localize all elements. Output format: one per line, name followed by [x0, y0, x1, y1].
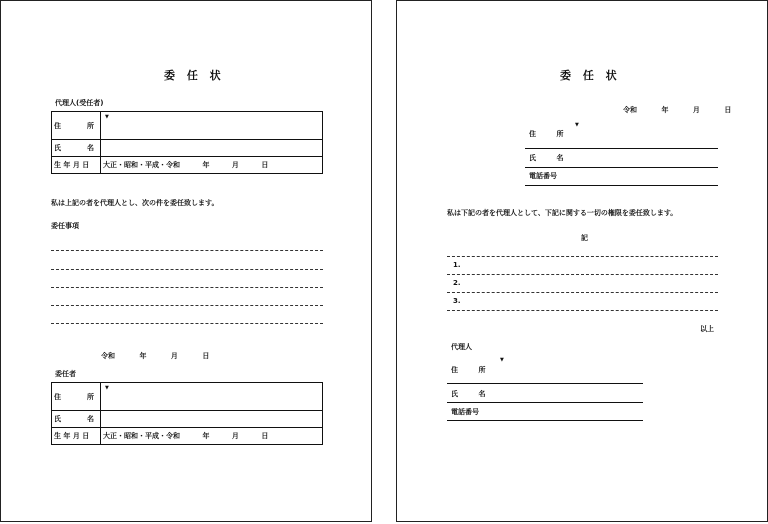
- day-unit: 日: [724, 106, 732, 114]
- month-unit: 月: [231, 161, 239, 169]
- delegator-birth-label: 生 年 月 日: [52, 428, 101, 445]
- address-label-2: 所: [556, 130, 564, 138]
- matter-line-1[interactable]: [51, 250, 323, 251]
- era-options: 大正・昭和・平成・令和: [103, 432, 180, 440]
- delegator-birth-field[interactable]: [101, 428, 323, 445]
- left-agent-table: [51, 111, 323, 174]
- principal-address-label: [529, 129, 563, 139]
- year-unit: 年: [139, 352, 147, 360]
- left-agent-heading: 代理人(受任者): [55, 99, 104, 107]
- name-label-1: 氏: [54, 144, 61, 152]
- delegator-table: [51, 382, 323, 445]
- era-reiwa: 令和: [623, 106, 637, 114]
- matter-line-3[interactable]: [51, 287, 323, 288]
- address-label-1: 住: [54, 392, 61, 401]
- right-document-page: [396, 0, 768, 522]
- ijo-text: 以上: [700, 325, 714, 333]
- delegator-heading: 委任者: [55, 370, 76, 378]
- agent-birth-field[interactable]: [101, 157, 323, 174]
- agent-address-field[interactable]: [101, 112, 323, 140]
- matter-line-2[interactable]: [51, 269, 323, 270]
- matter-line-4[interactable]: [51, 305, 323, 306]
- item-line-1[interactable]: [447, 274, 718, 275]
- year-unit: 年: [202, 161, 210, 169]
- era-reiwa: 令和: [101, 352, 115, 360]
- item-3: 3.: [453, 297, 461, 305]
- name-label-2: 名: [556, 154, 564, 162]
- left-statement: 私は上記の者を代理人とし、次の件を委任致します。: [51, 199, 219, 207]
- name-label-1: 氏: [451, 390, 458, 398]
- name-label-2: 名: [87, 415, 94, 423]
- ki-heading: 記: [581, 234, 588, 242]
- principal-phone-label: 電話番号: [529, 172, 557, 180]
- agent-name-field[interactable]: [101, 140, 323, 157]
- address-label-2: 所: [87, 121, 94, 130]
- principal-phone-line[interactable]: [525, 185, 718, 186]
- address-label-2: 所: [478, 366, 486, 374]
- right-agent-heading: 代理人: [451, 343, 472, 351]
- agent-name-line[interactable]: [447, 402, 643, 403]
- principal-address-line[interactable]: [525, 148, 718, 149]
- principal-name-label: [529, 153, 563, 163]
- name-label-1: 氏: [54, 415, 61, 423]
- name-label-2: 名: [87, 144, 94, 152]
- agent-address-line[interactable]: [447, 383, 643, 384]
- name-label-1: 氏: [529, 154, 536, 162]
- address-label-2: 所: [87, 392, 94, 401]
- month-unit: 月: [231, 432, 239, 440]
- agent-phone-line[interactable]: [447, 420, 643, 421]
- item-line-2[interactable]: [447, 292, 718, 293]
- marker-icon: ▼: [500, 357, 504, 363]
- left-title: 委 任 状: [164, 69, 225, 82]
- agent-phone-label: 電話番号: [451, 408, 479, 416]
- era-options: 大正・昭和・平成・令和: [103, 161, 180, 169]
- address-label-1: 住: [54, 121, 61, 130]
- agent-name-label: [451, 389, 485, 399]
- item-1: 1.: [453, 261, 461, 269]
- right-title: 委 任 状: [560, 69, 621, 82]
- month-unit: 月: [692, 106, 700, 114]
- item-2: 2.: [453, 279, 461, 287]
- delegator-name-field[interactable]: [101, 411, 323, 428]
- matter-line-5[interactable]: [51, 323, 323, 324]
- item-line-3[interactable]: [447, 310, 718, 311]
- year-unit: 年: [661, 106, 669, 114]
- matters-heading: 委任事項: [51, 222, 79, 230]
- address-label-1: 住: [451, 366, 458, 374]
- right-statement: 私は下記の者を代理人として、下記に関する一切の権限を委任致します。: [447, 209, 678, 217]
- left-document-page: [0, 0, 372, 522]
- left-date-line: [101, 351, 209, 361]
- agent-address-label: [451, 365, 485, 375]
- item-line-top: [447, 256, 718, 257]
- principal-name-line[interactable]: [525, 167, 718, 168]
- address-label-1: 住: [529, 130, 536, 138]
- day-unit: 日: [261, 432, 269, 440]
- day-unit: 日: [202, 352, 210, 360]
- agent-birth-label: 生 年 月 日: [52, 157, 101, 174]
- right-date-line: [623, 105, 731, 115]
- name-label-2: 名: [478, 390, 486, 398]
- marker-icon: ▼: [105, 114, 109, 120]
- day-unit: 日: [261, 161, 269, 169]
- marker-icon: ▼: [575, 122, 579, 128]
- delegator-address-field[interactable]: [101, 383, 323, 411]
- year-unit: 年: [202, 432, 210, 440]
- month-unit: 月: [170, 352, 178, 360]
- marker-icon: ▼: [105, 385, 109, 391]
